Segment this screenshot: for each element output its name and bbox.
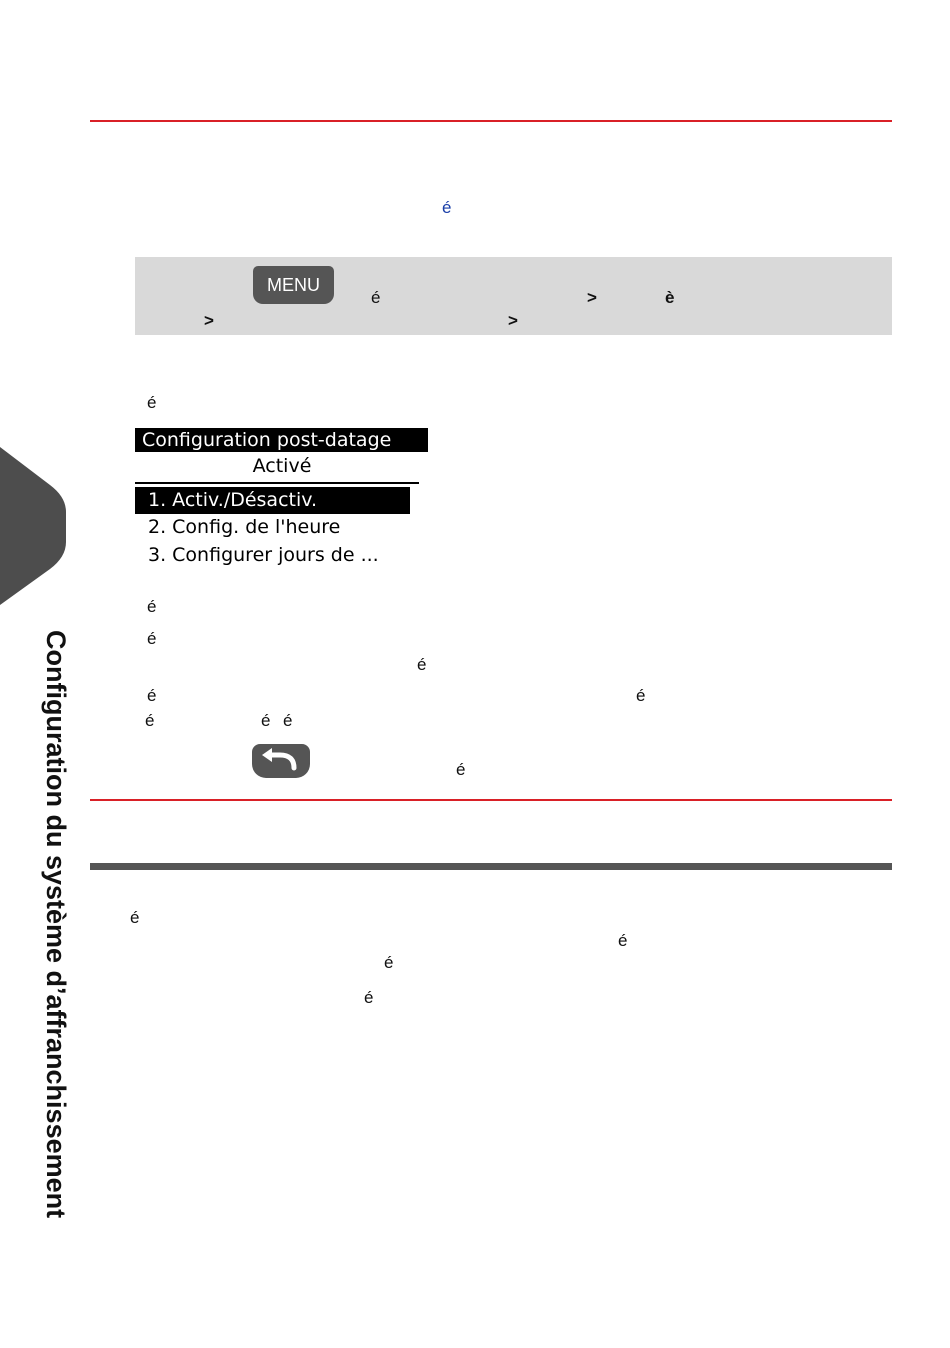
screen-menu-item-2[interactable]: 2. Config. de l'heure: [148, 516, 341, 538]
back-arrow-icon: [252, 744, 310, 778]
body-char: é: [456, 760, 466, 779]
section-divider-top: [90, 120, 892, 122]
screen-divider: [135, 482, 419, 484]
nav-arrow-2: >: [204, 311, 214, 330]
menu-key-button[interactable]: MENU: [253, 266, 334, 304]
chapter-side-label: [41, 630, 71, 1270]
screen-menu-item-1[interactable]: 1. Activ./Désactiv.: [135, 487, 410, 514]
body-char: é: [364, 988, 374, 1007]
body-char: é: [618, 931, 628, 950]
section-divider-red: [90, 799, 892, 801]
body-char: é: [130, 908, 140, 927]
nav-accent-char: é: [371, 288, 381, 307]
device-screen: [135, 428, 429, 574]
body-char: é: [417, 655, 427, 674]
screen-title: Configuration post-datage: [135, 428, 428, 452]
nav-arrow-3: >: [508, 311, 518, 330]
chapter-tab-marker: [0, 447, 66, 605]
body-char: é: [283, 711, 293, 730]
body-char: é: [145, 711, 155, 730]
body-char: é: [147, 393, 157, 412]
body-char: é: [261, 711, 271, 730]
nav-arrow-1: >: [587, 288, 597, 307]
chapter-side-label-text: Configuration du système d’affranchissement: [41, 630, 71, 1219]
screen-status: Activé: [252, 455, 312, 477]
nav-grave-char: è: [665, 288, 675, 307]
body-char: é: [147, 686, 157, 705]
section-divider-gray: [90, 863, 892, 870]
body-char: é: [636, 686, 646, 705]
back-key-button[interactable]: [252, 744, 310, 778]
body-char: é: [147, 629, 157, 648]
screen-menu-item-3[interactable]: 3. Configurer jours de ...: [148, 544, 379, 566]
body-char: é: [384, 953, 394, 972]
body-char: é: [147, 597, 157, 616]
intro-link-char[interactable]: é: [442, 198, 452, 217]
